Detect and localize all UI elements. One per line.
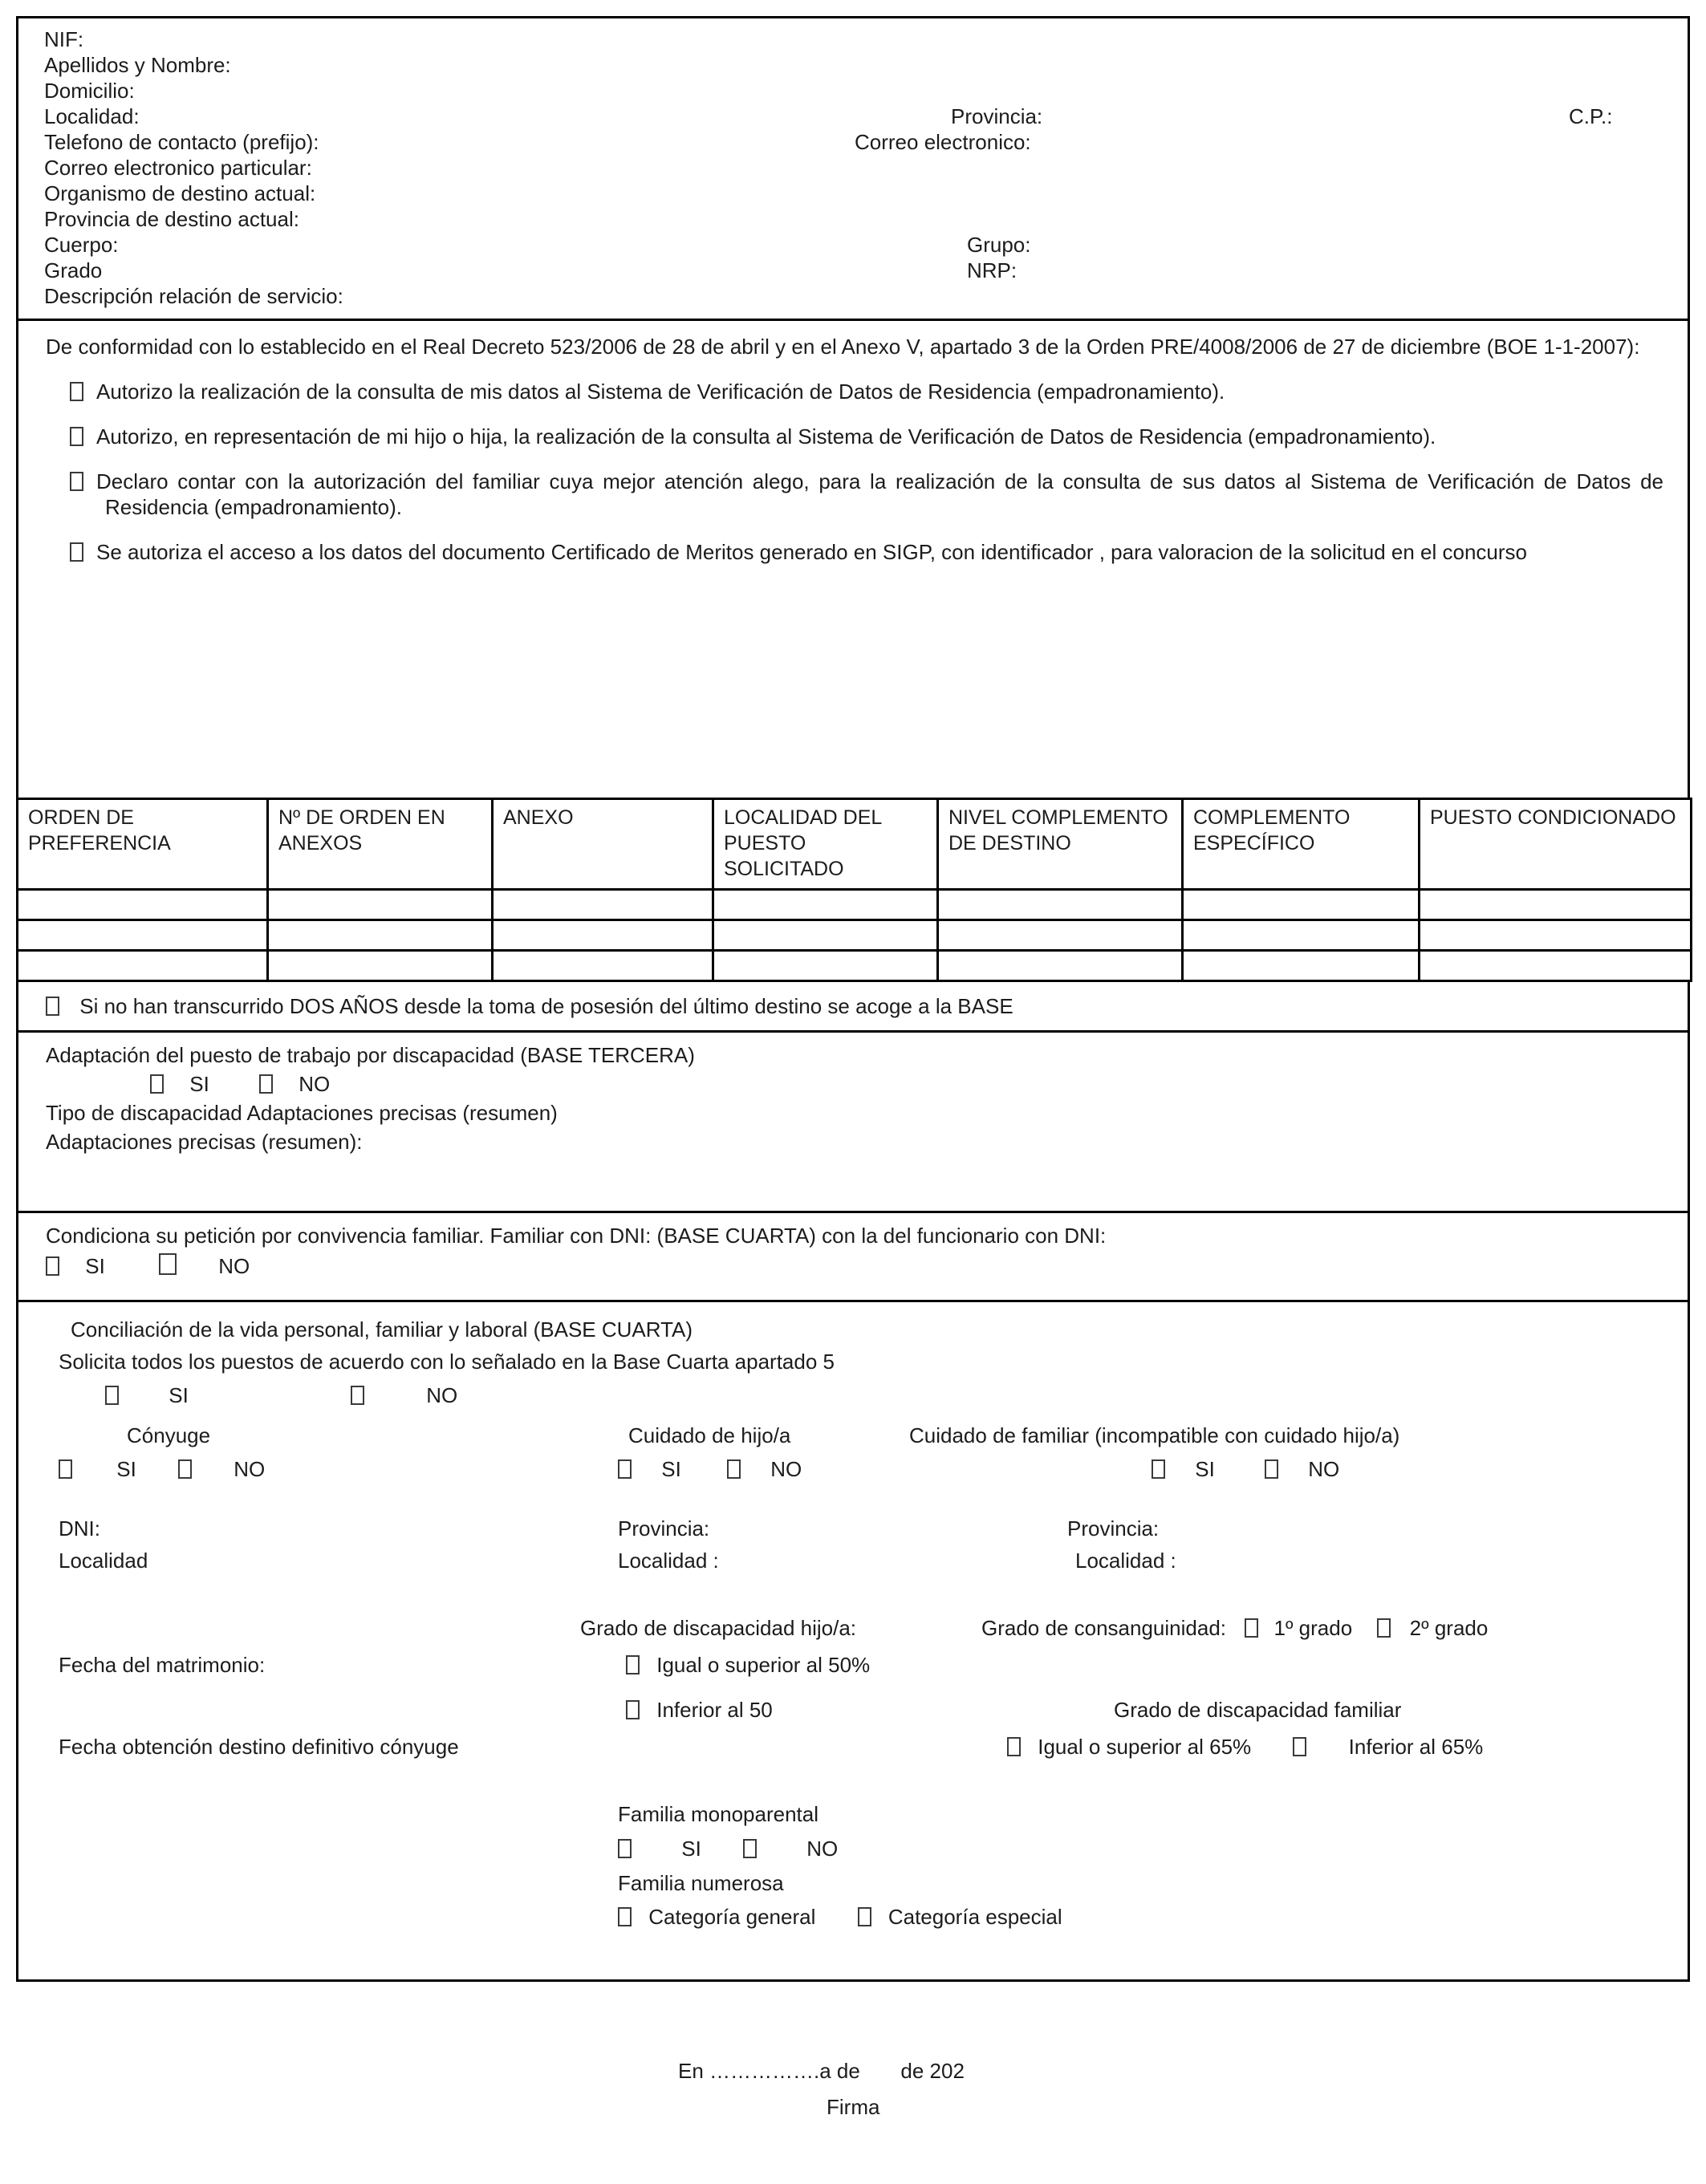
spouse-yes-no-row [59,1456,265,1482]
nif-label: NIF: [44,27,84,51]
no-label: NO [299,1072,331,1096]
table-cell [938,920,1183,951]
grade-2-label: 2º grado [1409,1616,1489,1640]
adaptation-yes-no-row [46,1071,1663,1100]
field-row-provincia-destino [44,206,1688,232]
checkbox-icon[interactable] [1152,1459,1165,1479]
child-localidad-label: Localidad : [618,1549,719,1573]
under-50-label: Inferior al 50 [656,1698,773,1722]
correo-particular-label: Correo electronico particular: [44,156,312,180]
field-row-telefono [44,129,1688,155]
grado-label: Grado [44,258,103,282]
checkbox-icon[interactable] [70,382,83,401]
checkbox-icon[interactable] [618,1459,632,1479]
general-category-label: Categoría general [648,1905,816,1929]
checkbox-icon[interactable] [743,1839,757,1858]
checkbox-icon[interactable] [105,1386,119,1405]
no-label: NO [426,1383,458,1407]
grade-1-label: 1º grado [1273,1616,1353,1640]
yes-label: SI [661,1457,681,1481]
col-num-orden-anexos: Nº DE ORDEN EN ANEXOS [268,799,493,890]
table-cell [18,951,268,981]
checkbox-icon[interactable] [618,1839,632,1858]
consanguinity-label: Grado de consanguinidad: [981,1616,1227,1640]
child-care-column-title: Cuidado de hijo/a [628,1423,791,1447]
child-disability-under-50-option [626,1697,773,1723]
conciliation-subtitle: Solicita todos los puestos de acuerdo con lo señalado en la Base Cuarta apartado 5 [59,1350,835,1374]
apellidos-label: Apellidos y Nombre: [44,53,231,77]
checkbox-icon[interactable] [46,1256,59,1276]
consent-item-residence-self [46,379,1663,404]
correo-label: Correo electronico: [855,130,1031,154]
checkbox-icon[interactable] [1377,1618,1391,1638]
cohabitation-yes-no-row [46,1253,1663,1284]
no-label: NO [806,1837,839,1861]
field-row-organismo [44,181,1688,206]
col-puesto-condicionado: PUESTO CONDICIONADO [1420,799,1692,890]
checkbox-icon[interactable] [858,1907,871,1926]
checkbox-icon[interactable] [1007,1737,1021,1756]
field-row-apellidos [44,52,1688,78]
two-years-label: Si no han transcurrido DOS AÑOS desde la toma de posesión del último destino se acoge a la BASE [79,994,1013,1018]
grupo-label: Grupo: [967,233,1031,257]
checkbox-icon[interactable] [46,997,59,1016]
disability-type-label: Tipo de discapacidad Adaptaciones precisas (resumen) [46,1101,558,1125]
checkbox-icon[interactable] [70,472,83,491]
checkbox-icon[interactable] [70,542,83,562]
child-disability-over-50-option [626,1652,870,1678]
table-cell [1183,951,1420,981]
no-label: NO [770,1457,802,1481]
conciliation-yes-no-row [105,1382,457,1408]
disability-adaptation-section [16,1030,1690,1213]
table-cell [1420,890,1692,920]
table-cell [268,951,493,981]
table-header-row [18,799,1692,890]
table-cell [493,890,713,920]
table-row [18,920,1692,951]
yes-label: SI [1195,1457,1215,1481]
date-line: En …………….a de de 202 [678,2059,965,2083]
spouse-column-title: Cónyuge [127,1423,211,1447]
col-anexo: ANEXO [493,799,713,890]
checkbox-icon[interactable] [626,1655,640,1675]
field-row-descripcion [44,283,1688,309]
yes-label: SI [85,1254,105,1278]
domicilio-label: Domicilio: [44,79,135,103]
localidad-label: Localidad: [44,104,140,128]
spouse-dni-label: DNI: [59,1516,100,1541]
table-cell [268,890,493,920]
positions-table [16,798,1692,982]
child-provincia-label: Provincia: [618,1516,710,1541]
conciliation-title: Conciliación de la vida personal, familiar y laboral (BASE CUARTA) [71,1317,693,1342]
consent-item-sigp-merits [46,539,1663,565]
table-cell [268,920,493,951]
col-nivel-complemento: NIVEL COMPLEMENTO DE DESTINO [938,799,1183,890]
work-life-balance-section [16,1300,1690,1982]
checkbox-icon[interactable] [150,1074,164,1094]
consent-intro: De conformidad con lo establecido en el Real Decreto 523/2006 de 28 de abril y en el Anexo V, apartado 3 de la Orden PRE/4008/2006 de 27 de diciembre (BOE 1-1-2007): [46,335,1640,359]
consent-item-label: Autorizo, en representación de mi hijo o hija, la realización de la consulta al Sistema de Verificación de Datos de Residencia (empadronamiento). [96,424,1436,449]
provincia-label: Provincia: [951,104,1043,128]
cuerpo-label: Cuerpo: [44,233,119,257]
relative-disability-options-row [1007,1734,1483,1760]
personal-data-section [16,16,1690,321]
field-row-domicilio [44,78,1688,104]
field-row-nif [44,26,1688,52]
adaptations-summary-label: Adaptaciones precisas (resumen): [46,1130,363,1154]
adaptation-title: Adaptación del puesto de trabajo por discapacidad (BASE TERCERA) [46,1043,695,1067]
table-cell [938,890,1183,920]
table-cell [1183,890,1420,920]
checkbox-icon[interactable] [59,1459,72,1479]
relative-yes-no-row [1152,1456,1339,1482]
large-family-label: Familia numerosa [618,1871,784,1895]
table-cell [938,951,1183,981]
checkbox-icon[interactable] [178,1459,192,1479]
child-yes-no-row [618,1456,802,1482]
provincia-destino-label: Provincia de destino actual: [44,207,299,231]
cp-label: C.P.: [1569,104,1613,128]
field-row-cuerpo [44,232,1688,258]
consent-item-label: Declaro contar con la autorización del familiar cuya mejor atención alego, para la realización de la consulta de sus datos al Sistema de Verificación de Datos de Residencia (empadronamiento). [96,469,1663,519]
col-orden-preferencia: ORDEN DE PREFERENCIA [18,799,268,890]
col-complemento-especifico: COMPLEMENTO ESPECÍFICO [1183,799,1420,890]
table-cell [18,920,268,951]
organismo-label: Organismo de destino actual: [44,181,316,205]
relative-localidad-label: Localidad : [1075,1549,1176,1573]
checkbox-icon[interactable] [626,1700,640,1719]
field-row-grado [44,258,1688,283]
descripcion-label: Descripción relación de servicio: [44,284,343,308]
table-row [18,890,1692,920]
field-row-localidad [44,104,1688,129]
under-65-label: Inferior al 65% [1348,1735,1484,1759]
consanguinity-row [981,1615,1488,1641]
spouse-localidad-label: Localidad [59,1549,148,1573]
no-label: NO [234,1457,266,1481]
single-parent-yes-no-row [618,1836,838,1861]
consent-item-residence-child [46,424,1663,449]
over-65-label: Igual o superior al 65% [1038,1735,1252,1759]
consent-section [16,319,1690,800]
field-row-correo-particular [44,155,1688,181]
yes-label: SI [189,1072,209,1096]
nrp-label: NRP: [967,258,1018,282]
table-cell [713,890,938,920]
checkbox-icon[interactable] [1265,1459,1278,1479]
checkbox-icon[interactable] [1293,1737,1306,1756]
consent-item-label: Se autoriza el acceso a los datos del documento Certificado de Meritos generado en SIGP, con identificador , para valoracion de la solicitud en el concurso [96,540,1528,564]
table-cell [18,890,268,920]
table-cell [1420,920,1692,951]
yes-label: SI [169,1383,189,1407]
table-cell [1420,951,1692,981]
no-label: NO [1308,1457,1340,1481]
consent-item-residence-relative [46,469,1663,520]
checkbox-icon[interactable] [159,1253,177,1275]
checkbox-icon[interactable] [351,1386,364,1405]
table-row [18,951,1692,981]
checkbox-icon[interactable] [259,1074,273,1094]
table-cell [713,920,938,951]
relative-disability-grade-label: Grado de discapacidad familiar [1114,1698,1402,1722]
family-cohabitation-section [16,1211,1690,1302]
table-cell [1183,920,1420,951]
yes-label: SI [681,1837,701,1861]
table-cell [493,920,713,951]
checkbox-icon[interactable] [70,427,83,446]
relative-care-column-title: Cuidado de familiar (incompatible con cuidado hijo/a) [909,1423,1400,1447]
table-cell [713,951,938,981]
telefono-label: Telefono de contacto (prefijo): [44,130,319,154]
single-parent-family-label: Familia monoparental [618,1802,819,1826]
special-category-label: Categoría especial [888,1905,1062,1929]
yes-label: SI [116,1457,136,1481]
consent-item-label: Autorizo la realización de la consulta de mis datos al Sistema de Verificación de Datos de Residencia (empadronamiento). [96,380,1225,404]
child-disability-grade-label: Grado de discapacidad hijo/a: [580,1616,857,1640]
checkbox-icon[interactable] [1245,1618,1258,1638]
signature-label: Firma [827,2095,880,2119]
col-localidad-puesto: LOCALIDAD DEL PUESTO SOLICITADO [713,799,938,890]
table-cell [493,951,713,981]
no-label: NO [218,1254,250,1278]
signature-footer [16,1982,1690,2170]
over-50-label: Igual o superior al 50% [656,1653,871,1677]
checkbox-icon[interactable] [618,1907,632,1926]
relative-provincia-label: Provincia: [1067,1516,1160,1541]
marriage-date-label: Fecha del matrimonio: [59,1653,266,1677]
checkbox-icon[interactable] [727,1459,741,1479]
cohabitation-label: Condiciona su petición por convivencia familiar. Familiar con DNI: (BASE CUARTA) con la del funcionario con DNI: [46,1224,1107,1248]
two-years-section [16,980,1690,1033]
spouse-destination-date-label: Fecha obtención destino definitivo cónyuge [59,1735,459,1759]
large-family-category-row [618,1904,1062,1930]
